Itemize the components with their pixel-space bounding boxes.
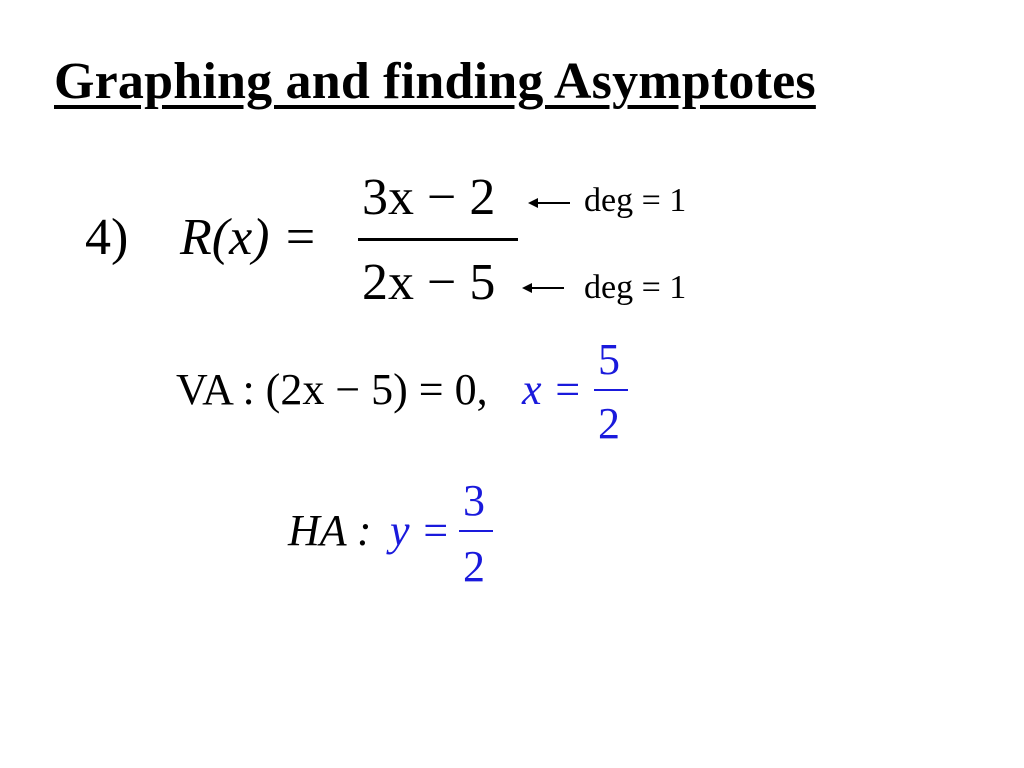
fraction-bar — [358, 238, 518, 241]
fraction-denominator: 2x − 5 — [362, 254, 496, 311]
vertical-asymptote-answer-lhs: x = — [522, 365, 583, 414]
function-lhs: R(x) = — [180, 209, 318, 266]
left-arrow-icon — [528, 195, 570, 211]
horizontal-asymptote-label: HA : — [288, 506, 372, 555]
horizontal-asymptote-numerator: 3 — [463, 476, 485, 525]
slide-title: Graphing and finding Asymptotes — [54, 53, 816, 110]
vertical-asymptote-numerator: 5 — [598, 335, 620, 384]
horizontal-asymptote-answer-lhs: y = — [390, 506, 451, 555]
numerator-degree-note: deg = 1 — [584, 182, 687, 219]
vertical-asymptote-fraction-bar — [594, 389, 628, 391]
vertical-asymptote-denominator: 2 — [598, 399, 620, 448]
problem-number: 4) — [85, 209, 129, 266]
horizontal-asymptote-fraction-bar — [459, 530, 493, 532]
fraction-numerator: 3x − 2 — [362, 169, 496, 226]
horizontal-asymptote-denominator: 2 — [463, 542, 485, 591]
vertical-asymptote-equation: VA : (2x − 5) = 0, — [176, 365, 488, 414]
left-arrow-icon — [522, 280, 564, 296]
denominator-degree-note: deg = 1 — [584, 269, 687, 306]
